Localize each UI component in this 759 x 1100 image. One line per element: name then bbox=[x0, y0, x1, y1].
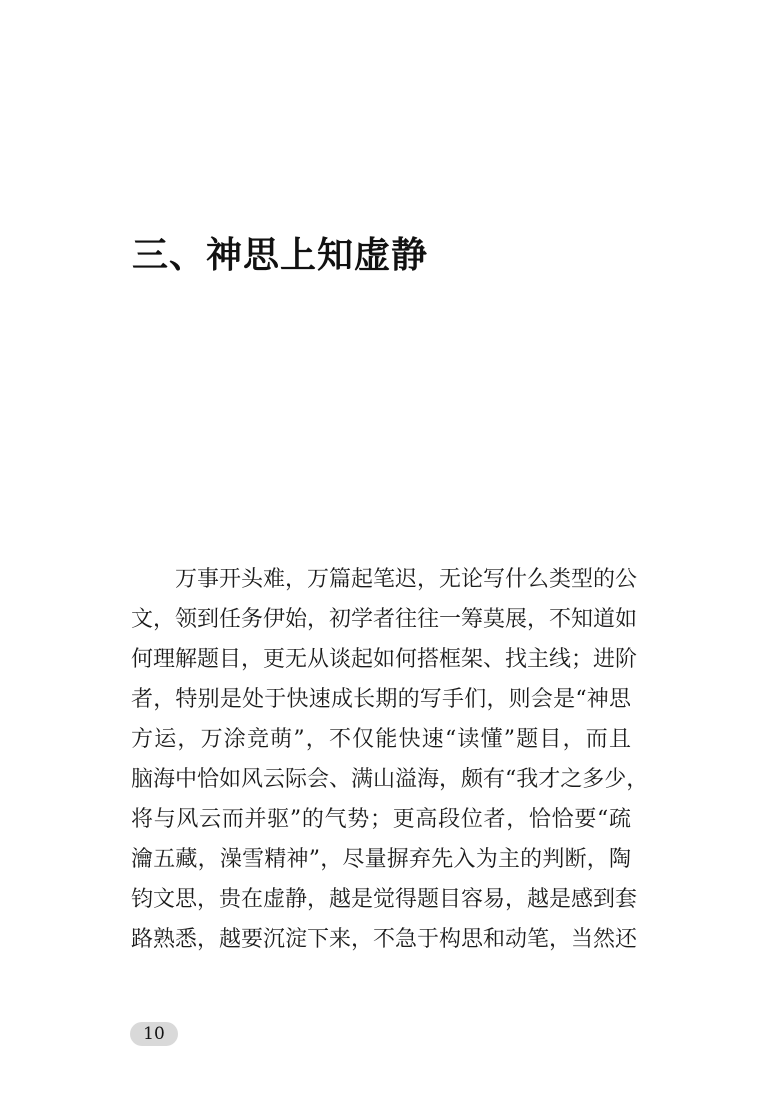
paragraph-line: 者，特别是处于快速成长期的写手们，则会是“神思 bbox=[131, 687, 631, 712]
paragraph-line: 万事开头难，万篇起笔迟，无论写什么类型的公 bbox=[175, 567, 638, 592]
paragraph-line: 何理解题目，更无从谈起如何搭框架、找主线；进阶 bbox=[131, 647, 638, 672]
section-title: 三、神思上知虚静 bbox=[132, 235, 429, 276]
paragraph-line: 瀹五藏，澡雪精神”，尽量摒弃先入为主的判断，陶 bbox=[131, 847, 631, 872]
body-paragraph bbox=[131, 560, 649, 960]
paragraph-line: 将与风云而并驱”的气势；更高段位者，恰恰要“疏 bbox=[131, 807, 631, 832]
paragraph-line: 方运，万涂竞萌”，不仅能快速“读懂”题目，而且 bbox=[131, 727, 631, 752]
page-number: 10 bbox=[130, 1022, 178, 1046]
paragraph-line: 文，领到任务伊始，初学者往往一筹莫展，不知道如 bbox=[131, 607, 638, 632]
paragraph-line: 钧文思，贵在虚静，越是觉得题目容易，越是感到套 bbox=[131, 887, 638, 912]
paragraph-line: 脑海中恰如风云际会、满山溢海，颇有“我才之多少， bbox=[131, 767, 649, 792]
paragraph-line: 路熟悉，越要沉淀下来，不急于构思和动笔，当然还 bbox=[131, 927, 638, 952]
